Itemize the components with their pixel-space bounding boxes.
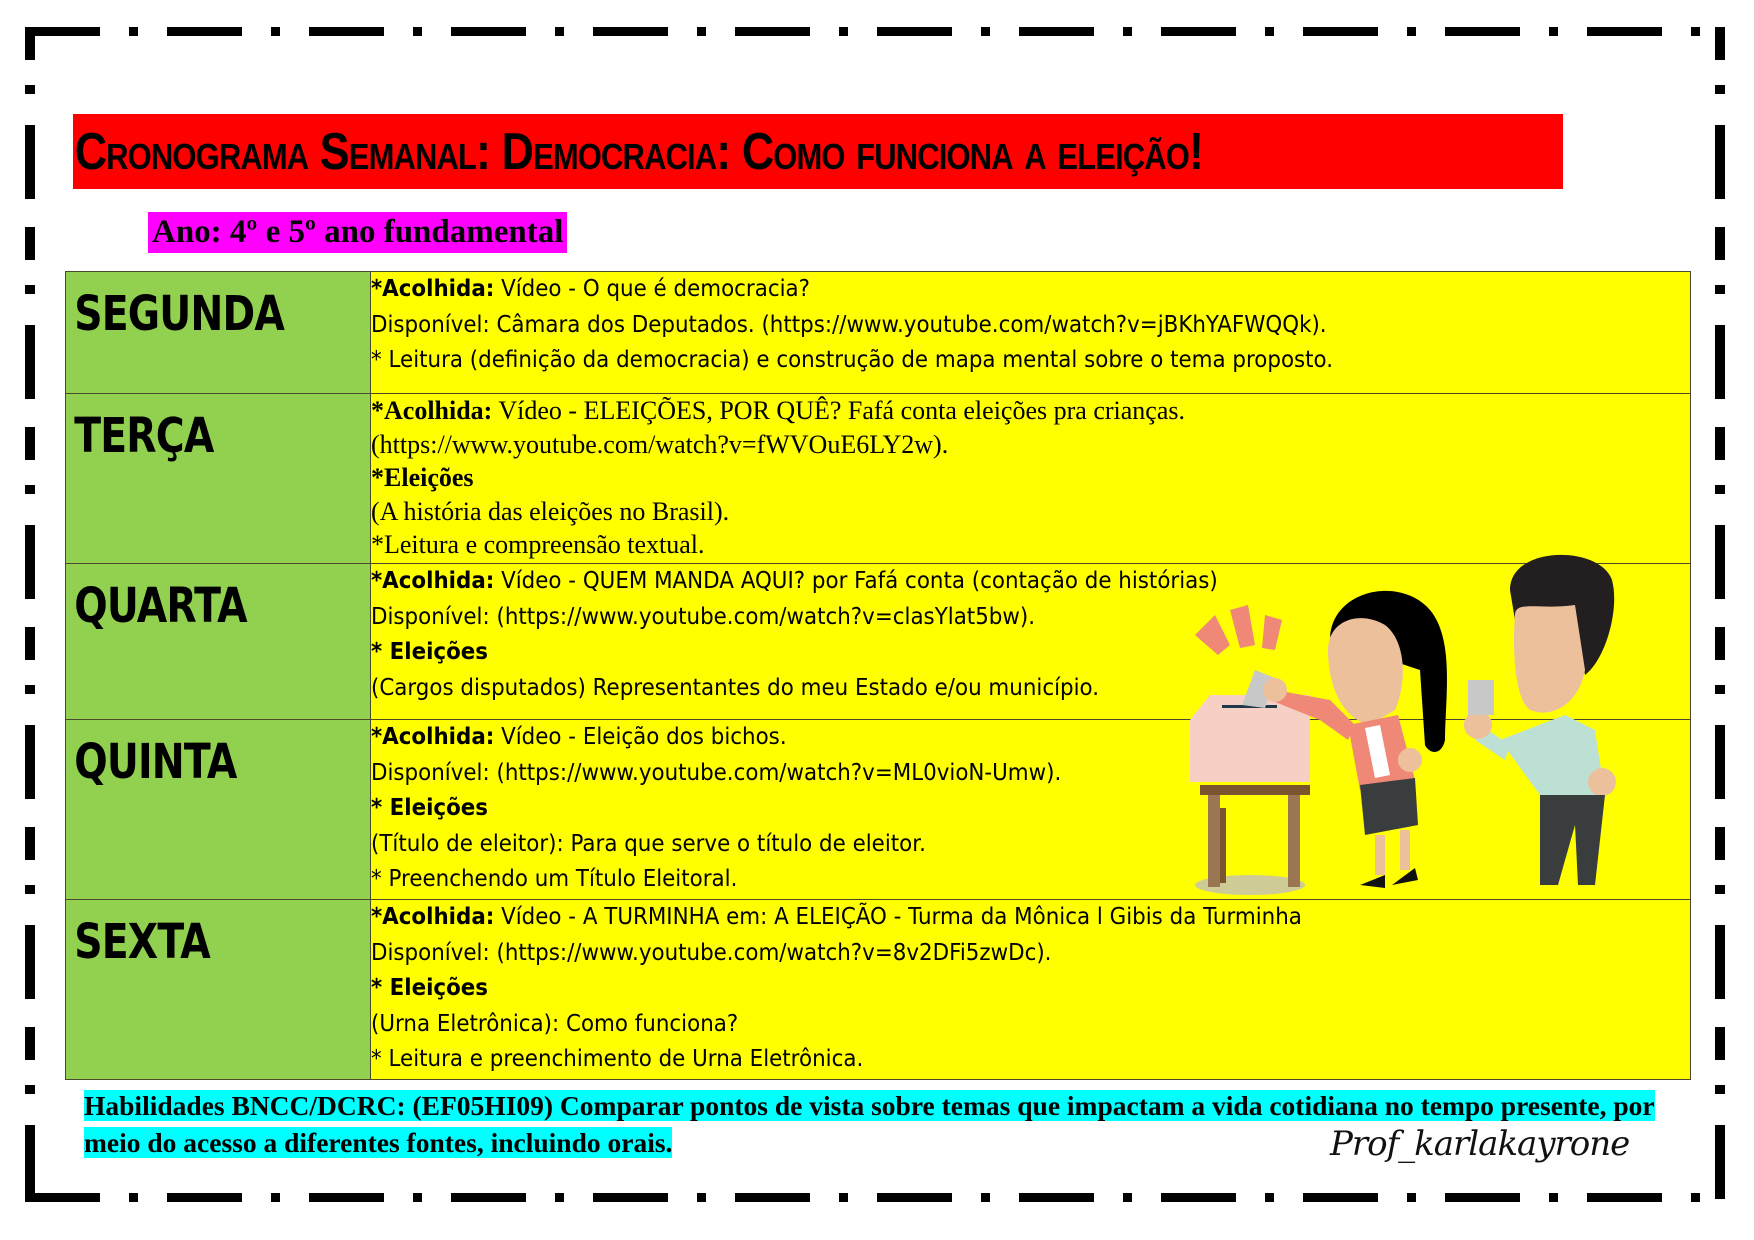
day-cell [66,564,371,720]
grade-level-label: Ano: 4º e 5º ano fundamental [148,212,567,253]
activity-text: *Leitura e compreensão textual. [371,530,705,559]
activity-link-text: Disponível: (https://www.youtube.com/watch?v=clasYlat5bw). [371,603,1036,630]
activity-cell [371,900,1691,1080]
day-label: QUARTA [74,578,247,634]
activity-heading: *Acolhida: [371,276,495,302]
activity-line [371,936,1598,972]
activity-line [371,971,1598,1007]
border-top [25,27,1725,36]
activity-text: * Leitura e preenchimento de Urna Eletrônica. [371,1046,864,1072]
activity-cell [371,394,1691,564]
activity-heading: *Acolhida: [371,904,495,930]
day-cell [66,720,371,900]
activity-heading: * Eleições [371,639,489,665]
activity-text: * Preenchendo um Título Eleitoral. [371,866,738,892]
activity-heading: *Acolhida: [371,568,495,594]
activity-heading: * Eleições [371,975,489,1001]
day-label: TERÇA [74,408,214,464]
activity-link-text: (https://www.youtube.com/watch?v=fWVOuE6LY2w). [371,429,949,459]
activity-heading: *Eleições [371,463,474,492]
activity-text: (Cargos disputados) Representantes do meu Estado e/ou município. [371,674,1100,701]
activity-link-text: Disponível: (https://www.youtube.com/watch?v=8v2DFi5zwDc). [371,939,1052,966]
day-cell [66,900,371,1080]
activity-line [371,394,1690,428]
activity-line [371,428,1690,462]
activity-line [371,461,1690,495]
activity-line [371,308,1598,344]
activity-text: Vídeo - ELEIÇÕES, POR QUÊ? Fafá conta eleições pra crianças. [492,396,1185,425]
border-right [1715,27,1725,1202]
day-label: SEGUNDA [74,286,285,342]
day-label: SEXTA [74,914,210,970]
activity-cell [371,272,1691,394]
activity-line [371,1042,1598,1078]
page-title-banner [73,114,1563,189]
activity-text: (A história das eleições no Brasil). [371,496,730,526]
activity-text: Vídeo - O que é democracia? [494,276,811,302]
activity-heading: *Acolhida: [371,724,495,750]
activity-text: (Urna Eletrônica): Como funciona? [371,1010,739,1037]
bncc-skills-text: Habilidades BNCC/DCRC: (EF05HI09) Comparar pontos de vista sobre temas que impactam a vida cotidiana no tempo presente, por meio do acesso a diferentes fontes, incluindo orais. [84,1090,1655,1158]
schedule-row-sexta [66,900,1691,1080]
activity-text: Vídeo - QUEM MANDA AQUI? por Fafá conta (contação de histórias) [494,568,1218,594]
day-cell [66,272,371,394]
schedule-row-terca [66,394,1691,564]
activity-text: (Título de eleitor): Para que serve o título de eleitor. [371,830,926,857]
border-bottom [25,1193,1725,1202]
activity-text: * Leitura (definição da democracia) e construção de mapa mental sobre o tema proposto. [371,347,1334,373]
activity-line [371,272,1598,308]
activity-line [371,495,1690,529]
activity-link-text: Disponível: (https://www.youtube.com/watch?v=ML0vioN-Umw). [371,759,1062,786]
day-cell [66,394,371,564]
voting-illustration-icon [1180,550,1690,895]
activity-heading: *Acolhida: [371,396,493,425]
activity-line [371,343,1598,379]
activity-line [371,1007,1598,1043]
schedule-row-segunda [66,272,1691,394]
activity-text: Vídeo - A TURMINHA em: A ELEIÇÃO - Turma da Mônica l Gibis da Turminha [494,904,1302,930]
activity-text: Vídeo - Eleição dos bichos. [494,724,787,750]
page-title: Cronograma Semanal: Democracia: Como funciona a eleição! [74,122,1203,181]
activity-line [371,900,1598,936]
author-signature: Prof_karlakayrone [1330,1124,1630,1164]
border-left [25,27,35,1202]
day-label: QUINTA [74,734,237,790]
activity-link-text: Disponível: Câmara dos Deputados. (https://www.youtube.com/watch?v=jBKhYAFWQQk). [371,311,1327,338]
activity-heading: * Eleições [371,795,489,821]
